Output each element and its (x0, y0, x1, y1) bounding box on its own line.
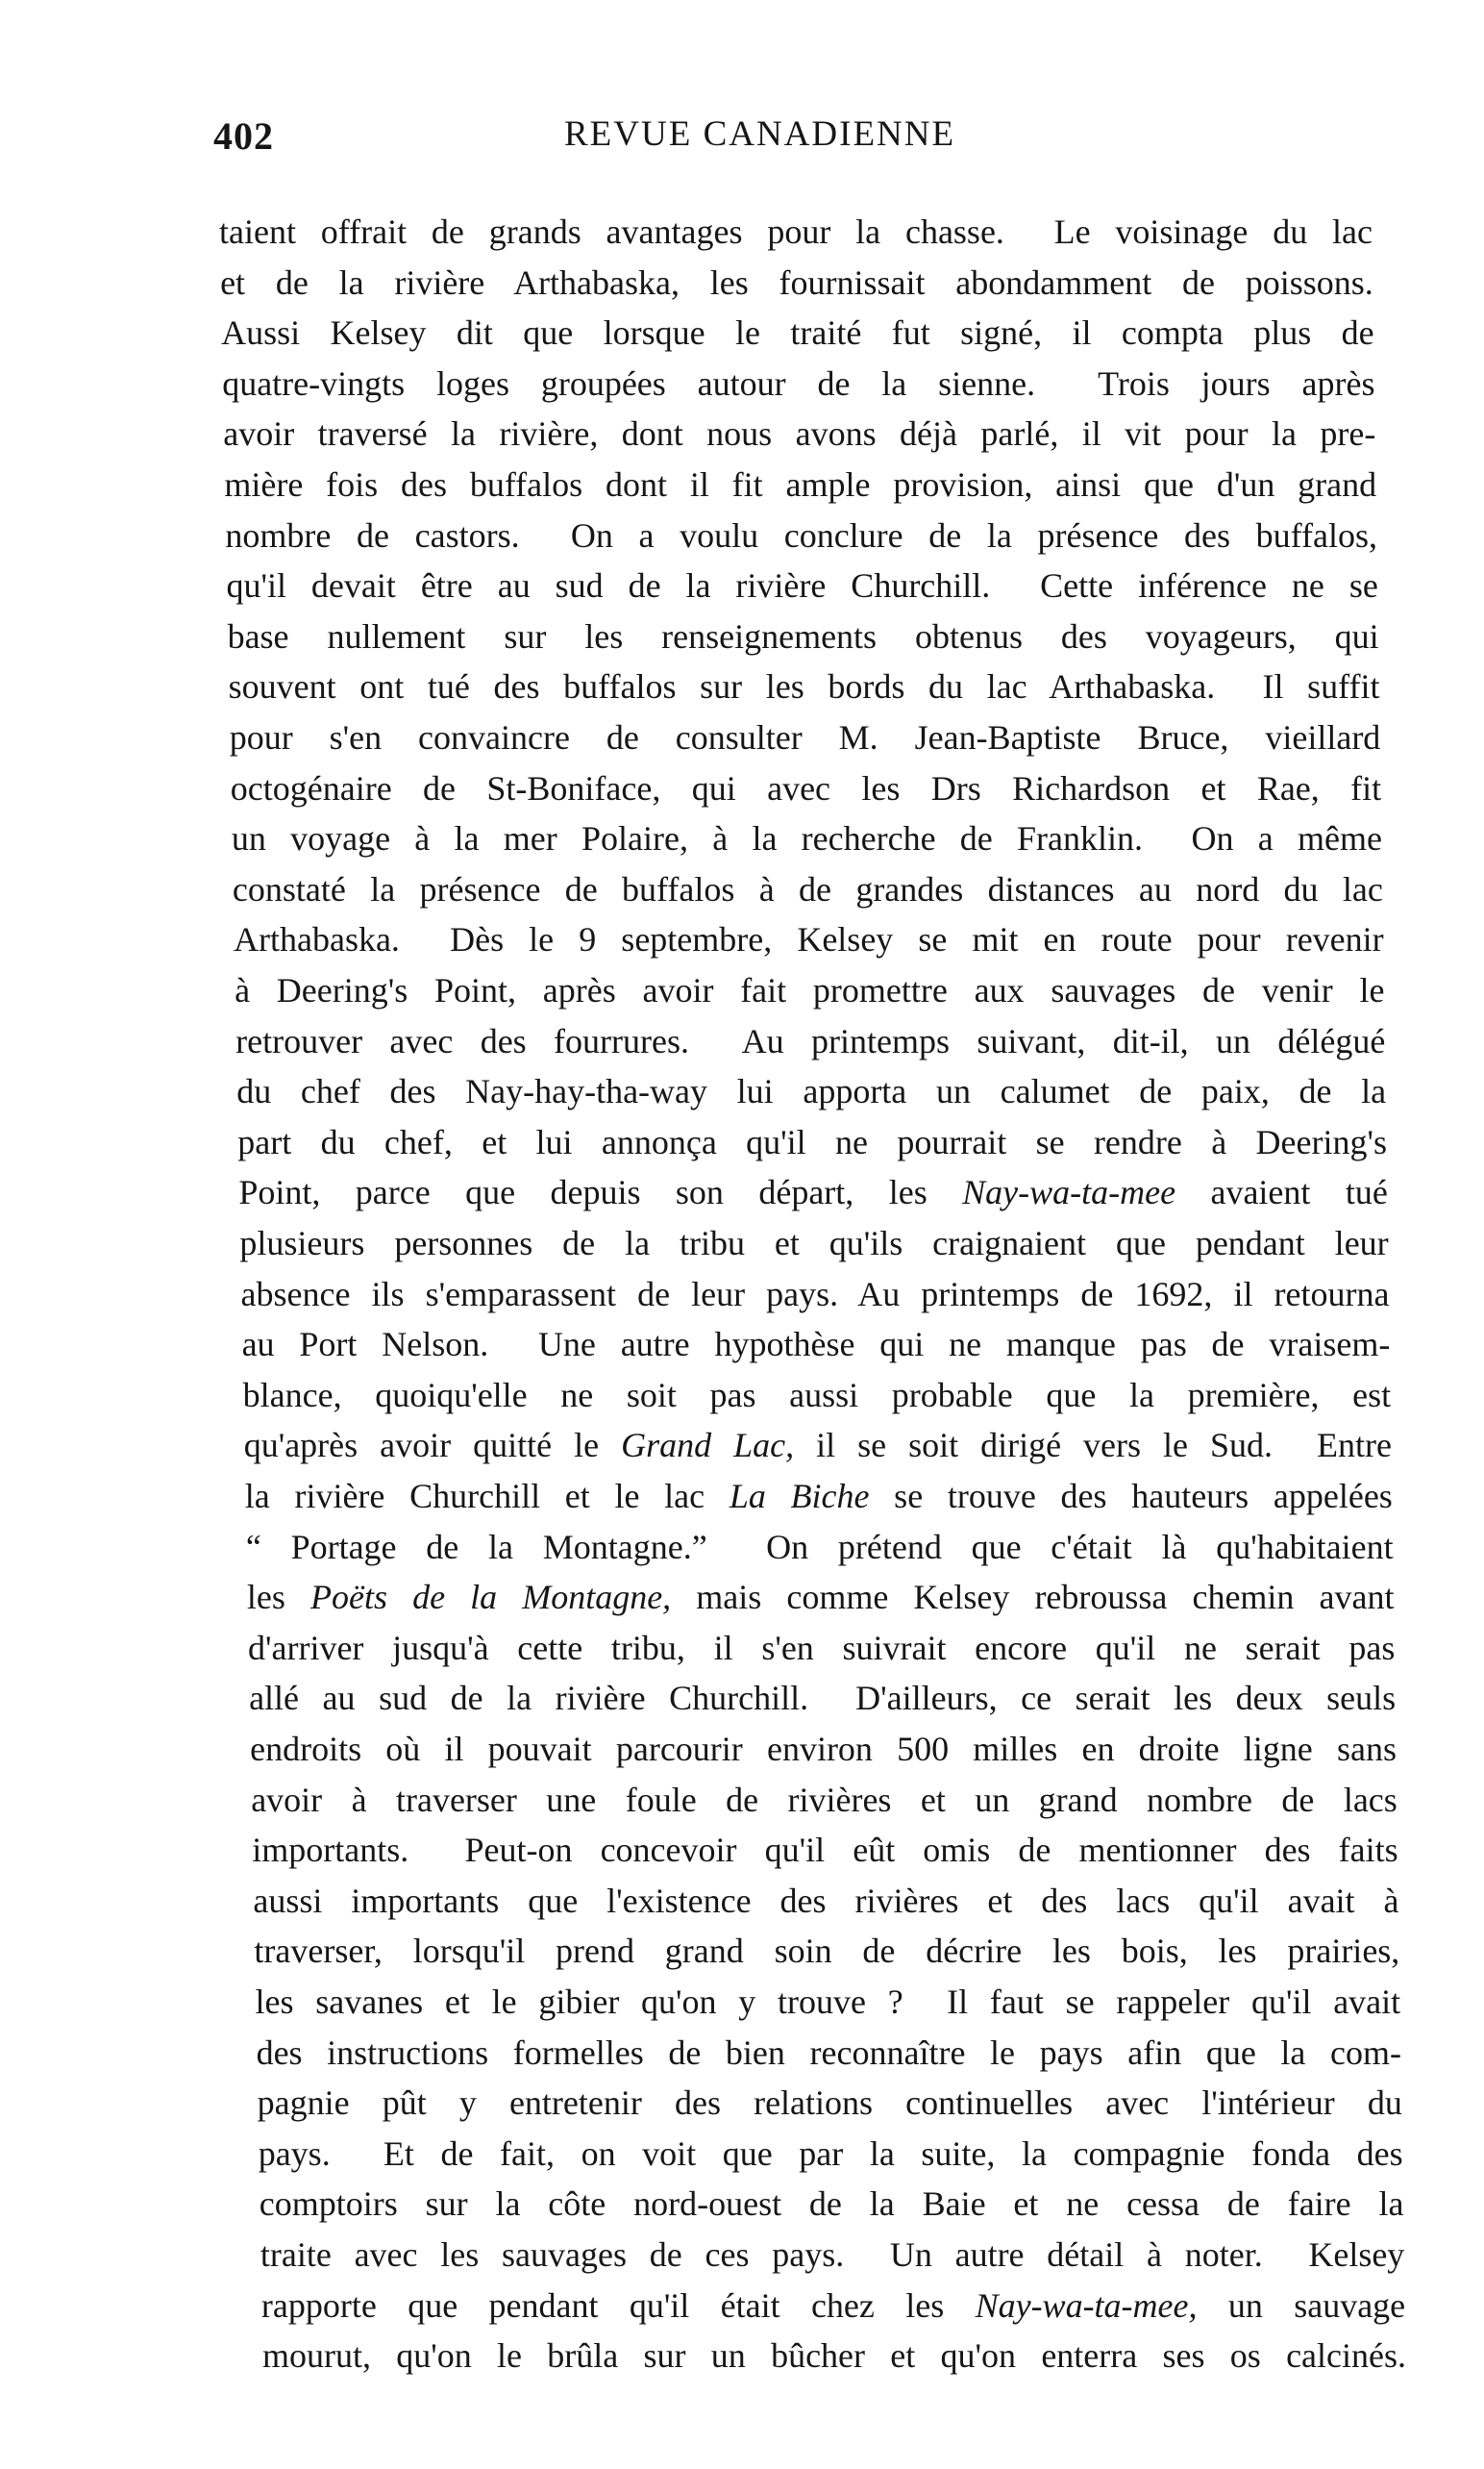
text-line (222, 362, 1374, 406)
text-line (235, 1019, 1385, 1063)
text-line (247, 1575, 1395, 1619)
line-text: du chef des Nay-hay-tha-way lui apporta un calumet de paix, de la (236, 1072, 1387, 1111)
text-line (229, 664, 1380, 709)
line-text: mais comme Kelsey rebroussa chemin avant (671, 1578, 1395, 1617)
line-text: Aussi Kelsey dit que lorsque le traité fut signé, il compta plus de (221, 313, 1374, 353)
text-line (260, 2182, 1404, 2226)
line-text: à Deering's Point, après avoir fait promettre aux sauvages de venir le (235, 971, 1385, 1010)
italic-text: Grand Lac, (621, 1426, 795, 1465)
italic-text: Poëts de la Montagne, (310, 1578, 672, 1617)
line-text: d'arriver jusqu'à cette tribu, il s'en suivrait encore qu'il ne serait pas (248, 1628, 1396, 1667)
line-text: qu'après avoir quitté le (243, 1426, 622, 1465)
line-text: qu'il devait être au sud de la rivière Churchill. Cette inférence ne se (226, 566, 1378, 606)
line-text: absence ils s'emparassent de leur pays. Au printemps de 1692, il retourna (240, 1274, 1390, 1313)
line-text: avoir à traverser une foule de rivières et un grand nombre de lacs (251, 1780, 1397, 1819)
text-line (221, 311, 1374, 355)
text-line (259, 2132, 1403, 2176)
text-line (236, 1069, 1386, 1113)
text-line (234, 917, 1384, 961)
line-text: Arthabaska. Dès le 9 septembre, Kelsey se mit en route pour revenir (234, 920, 1384, 960)
line-text: nombre de castors. On a voulu conclure de la présence des buffalos, (225, 515, 1377, 555)
line-text: aussi importants que l'existence des rivières et des lacs qu'il avait à (253, 1881, 1399, 1920)
text-line (243, 1373, 1392, 1417)
text-line (250, 1727, 1397, 1771)
page-header (213, 113, 1405, 171)
text-line (228, 614, 1379, 659)
text-line (230, 715, 1381, 760)
line-text: et de la rivière Arthabaska, les fournissait abondamment de poissons. (220, 262, 1373, 302)
text-line (260, 2232, 1404, 2277)
line-text: pays. Et de fait, on voit que par la suite, la compagnie fonda des (258, 2133, 1403, 2173)
text-line (219, 210, 1373, 254)
line-text: les savanes et le gibier qu'on y trouve ? Il faut se rappeler qu'il avait (255, 1983, 1401, 2021)
italic-text: Nay-wa-ta-mee, (975, 2285, 1198, 2325)
text-line (241, 1272, 1390, 1316)
line-text: blance, quoiqu'elle ne soit pas aussi probable que la première, est (242, 1375, 1392, 1414)
text-line (245, 1474, 1393, 1518)
text-line (256, 1980, 1401, 2024)
italic-text: La Biche (729, 1477, 870, 1515)
line-text: un voyage à la mer Polaire, à la recherche de Franklin. On a même (231, 819, 1382, 859)
line-text: mourut, qu'on le brûla sur un bûcher et qu'on enterra ses os calcinés. (262, 2336, 1406, 2376)
text-line (249, 1676, 1396, 1720)
text-line (227, 563, 1378, 608)
line-text: part du chef, et lui annonça qu'il ne pourrait se rendre à Deering's (237, 1122, 1387, 1161)
line-text: rapporte que pendant qu'il était chez les (260, 2285, 976, 2325)
text-line (238, 1170, 1387, 1214)
text-line (233, 867, 1383, 911)
line-text: traverser, lorsqu'il prend grand soin de décrire les bois, les prairies, (254, 1932, 1400, 1971)
line-text: avoir traversé la rivière, dont nous avons déjà parlé, il vit pour la pre- (223, 414, 1376, 454)
line-text: il se soit dirigé vers le Sud. Entre (794, 1426, 1392, 1465)
line-text: traite avec les sauvages de ces pays. Un autre détail à noter. Kelsey (260, 2235, 1405, 2274)
line-text: importants. Peut-on concevoir qu'il eût omis de mentionner des faits (252, 1831, 1398, 1870)
line-text: pour s'en convaincre de consulter M. Jean-Baptiste Bruce, vieillard (229, 718, 1381, 757)
text-line (224, 462, 1376, 507)
line-text: la rivière Churchill et le lac (244, 1477, 730, 1515)
text-line (254, 1929, 1399, 1973)
line-text: souvent ont tué des buffalos sur les bords du lac Arthabaska. Il suffit (228, 667, 1380, 707)
text-line (261, 2283, 1405, 2328)
text-line (225, 513, 1377, 558)
text-line (237, 1120, 1387, 1164)
line-text: quatre-vingts loges groupées autour de la sienne. Trois jours après (222, 363, 1375, 403)
text-line (235, 968, 1384, 1012)
running-title: REVUE CANADIENNE (564, 114, 956, 154)
text-line (258, 2081, 1402, 2125)
text-line (244, 1423, 1392, 1467)
text-line (242, 1322, 1391, 1366)
text-line (220, 261, 1373, 305)
text-line (252, 1828, 1397, 1872)
line-text: endroits où il pouvait parcourir environ 500 milles en droite ligne sans (250, 1730, 1397, 1768)
line-text: constaté la présence de buffalos à de grandes distances au nord du lac (232, 869, 1383, 909)
text-line (232, 816, 1382, 860)
line-text: au Port Nelson. Une autre hypothèse qui ne manque pas de vraisem- (241, 1325, 1391, 1364)
line-text: pagnie pût y entretenir des relations continuelles avec l'intérieur du (257, 2083, 1402, 2123)
line-text: octogénaire de St-Boniface, qui avec les Drs Richardson et Rae, fit (230, 768, 1382, 808)
text-line (248, 1626, 1395, 1670)
text-line (262, 2333, 1406, 2378)
line-text: plusieurs personnes de la tribu et qu'ils craignaient que pendant leur (239, 1224, 1389, 1262)
text-line (231, 766, 1381, 811)
line-text: base nullement sur les renseignements obtenus des voyageurs, qui (227, 616, 1379, 656)
line-text: un sauvage (1197, 2285, 1406, 2325)
line-text: retrouver avec des fourrures. Au printemps suivant, dit-il, un délégué (235, 1021, 1386, 1060)
text-line (239, 1221, 1388, 1265)
line-text: des instructions formelles de bien reconnaître le pays afin que la com- (256, 2033, 1401, 2072)
line-text: comptoirs sur la côte nord-ouest de la Baie et ne cessa de faire la (259, 2184, 1404, 2224)
line-text: mière fois des buffalos dont il fit ample provision, ainsi que d'un grand (224, 465, 1377, 504)
line-text: allé au sud de la rivière Churchill. D'ailleurs, ce serait les deux seuls (249, 1679, 1397, 1718)
page-number: 402 (213, 114, 274, 158)
line-text: les (246, 1578, 310, 1617)
text-line (257, 2031, 1401, 2075)
line-text: avaient tué (1175, 1173, 1388, 1212)
line-text: “ Portage de la Montagne.” On prétend que c'était là qu'habitaient (245, 1527, 1394, 1566)
line-text: taient offrait de grands avantages pour la chasse. Le voisinage du lac (219, 212, 1373, 251)
text-line (223, 412, 1375, 456)
italic-text: Nay-wa-ta-mee (962, 1173, 1176, 1212)
text-line (253, 1879, 1398, 1923)
text-line (246, 1525, 1394, 1569)
line-text: Point, parce que depuis son départ, les (238, 1173, 963, 1212)
line-text: se trouve des hauteurs appelées (869, 1477, 1393, 1515)
text-line (251, 1778, 1397, 1822)
